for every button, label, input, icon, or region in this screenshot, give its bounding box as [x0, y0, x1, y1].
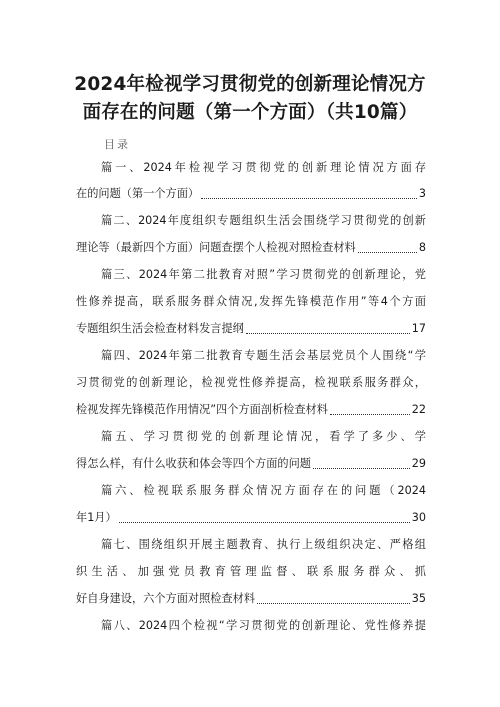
document-title-line-2: 面存在的问题（第一个方面）（共10篇） [82, 102, 418, 123]
toc-page-number: 35 [411, 592, 426, 605]
toc-entry-2-last-line[interactable] [76, 240, 426, 256]
toc-entry-text: 专题组织生活会检查材料发言提纲 [76, 322, 244, 335]
toc-entry-text: 检视发挥先锋模范作用情况”四个方面剖析检查材料 [76, 403, 328, 416]
toc-page-number: 3 [418, 187, 426, 200]
dot-leader [246, 332, 410, 334]
toc-entry-text: 年1月） [76, 511, 117, 524]
toc-entry-3-last-line[interactable] [76, 321, 426, 337]
toc-entry-5-line-1[interactable]: 篇五、学习贯彻党的创新理论情况，看学了多少、学 [101, 430, 426, 443]
toc-entry-5-last-line[interactable] [76, 456, 426, 472]
toc-entry-1-line-1[interactable]: 篇一、2024年检视学习贯彻党的创新理论情况方面存 [101, 161, 426, 174]
toc-page-number: 30 [411, 511, 426, 524]
toc-entry-8-line-1[interactable]: 篇八、2024四个检视“学习贯彻党的创新理论、党性修养提 [101, 619, 426, 632]
toc-entry-3-line-1[interactable]: 篇三、2024年第二批教育对照”学习贯彻党的创新理论，党 [101, 268, 426, 281]
dot-leader [201, 197, 417, 199]
toc-page-number: 17 [411, 322, 426, 335]
toc-entry-4-line-2[interactable]: 习贯彻党的创新理论，检视党性修养提高，检视联系服务群众， [76, 376, 426, 389]
toc-entry-7-line-2[interactable]: 织生活、加强党员教育管理监督、联系服务群众、抓 [76, 565, 426, 578]
toc-entry-text: 得怎么样，有什么收获和体会等四个方面的问题 [76, 457, 311, 470]
toc-entry-6-last-line[interactable] [76, 510, 426, 526]
dot-leader [119, 521, 410, 523]
document-title-line-1: 2024年检视学习贯彻党的创新理论情况方 [74, 74, 426, 95]
toc-entry-7-line-1[interactable]: 篇七、围绕组织开展主题教育、执行上级组织决定、严格组 [101, 538, 426, 551]
toc-heading: 目录 [104, 138, 130, 151]
toc-entry-4-last-line[interactable] [76, 402, 426, 418]
toc-entry-7-last-line[interactable] [76, 591, 426, 607]
dot-leader [358, 251, 417, 253]
dot-leader [313, 467, 410, 469]
dot-leader [257, 602, 410, 604]
toc-page-number: 8 [418, 241, 426, 254]
toc-page-number: 22 [411, 403, 426, 416]
dot-leader [330, 413, 410, 415]
toc-entry-4-line-1[interactable]: 篇四、2024年第二批教育专题生活会基层党员个人围绕“学 [101, 349, 426, 362]
toc-entry-text: 好自身建设，六个方面对照检查材料 [76, 592, 256, 605]
toc-entry-text: 理论等（最新四个方面）问题查摆个人检视对照检查材料 [76, 241, 356, 254]
toc-page-number: 29 [411, 457, 426, 470]
toc-entry-2-line-1[interactable]: 篇二、2024年度组织专题组织生活会围绕学习贯彻党的创新 [101, 214, 426, 227]
toc-entry-text: 在的问题（第一个方面） [76, 187, 200, 200]
toc-entry-1-last-line[interactable] [76, 186, 426, 202]
toc-entry-3-line-2[interactable]: 性修养提高，联系服务群众情况,发挥先锋模范作用”等4个方面 [76, 295, 426, 308]
toc-entry-6-line-1[interactable]: 篇六、检视联系服务群众情况方面存在的问题（2024 [101, 484, 426, 497]
